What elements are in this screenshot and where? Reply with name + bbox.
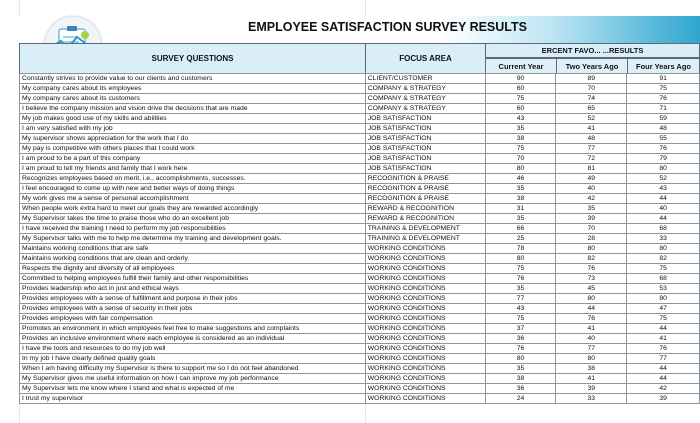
question-cell[interactable]: Promotes an environment in which employees feel free to make suggestions and complaints: [20, 324, 366, 334]
table-row[interactable]: [20, 354, 700, 364]
current-year-cell[interactable]: 38: [485, 194, 556, 204]
table-row[interactable]: [20, 94, 700, 104]
focus-area-cell[interactable]: WORKING CONDITIONS: [365, 394, 485, 404]
focus-area-cell[interactable]: JOB SATISFACTION: [365, 154, 485, 164]
focus-area-cell[interactable]: RECOGNITION & PRAISE: [365, 174, 485, 184]
four-years-ago-cell[interactable]: 71: [627, 104, 700, 114]
table-row[interactable]: [20, 294, 700, 304]
current-year-cell[interactable]: 60: [485, 84, 556, 94]
table-row[interactable]: [20, 364, 700, 374]
table-row[interactable]: [20, 74, 700, 84]
four-years-ago-cell[interactable]: 79: [627, 154, 700, 164]
current-year-cell[interactable]: 66: [485, 224, 556, 234]
two-years-ago-cell[interactable]: 39: [556, 214, 627, 224]
two-years-ago-cell[interactable]: 70: [556, 224, 627, 234]
two-years-ago-cell[interactable]: 70: [556, 84, 627, 94]
two-years-ago-cell[interactable]: 41: [556, 374, 627, 384]
two-years-ago-cell[interactable]: 72: [556, 154, 627, 164]
two-years-ago-cell[interactable]: 40: [556, 334, 627, 344]
question-cell[interactable]: My Supervisor takes the time to praise those who do an excellent job: [20, 214, 366, 224]
four-years-ago-cell[interactable]: 82: [627, 254, 700, 264]
current-year-cell[interactable]: 80: [485, 254, 556, 264]
question-cell[interactable]: My Supervisor lets me know where I stand and what is expected of me: [20, 384, 366, 394]
two-years-ago-cell[interactable]: 80: [556, 294, 627, 304]
current-year-cell[interactable]: 43: [485, 304, 556, 314]
column-header-current-year[interactable]: Current Year: [485, 58, 557, 74]
two-years-ago-cell[interactable]: 45: [556, 284, 627, 294]
table-row[interactable]: [20, 314, 700, 324]
table-row[interactable]: [20, 164, 700, 174]
current-year-cell[interactable]: 37: [485, 324, 556, 334]
question-cell[interactable]: I have the tools and resources to do my job well: [20, 344, 366, 354]
question-cell[interactable]: I am proud to be a part of this company: [20, 154, 366, 164]
four-years-ago-cell[interactable]: 44: [627, 364, 700, 374]
table-row[interactable]: [20, 184, 700, 194]
current-year-cell[interactable]: 31: [485, 204, 556, 214]
two-years-ago-cell[interactable]: 41: [556, 324, 627, 334]
column-header-four-years[interactable]: Four Years Ago: [627, 58, 700, 74]
question-cell[interactable]: Maintains working conditions that are safe: [20, 244, 366, 254]
focus-area-cell[interactable]: WORKING CONDITIONS: [365, 374, 485, 384]
four-years-ago-cell[interactable]: 44: [627, 214, 700, 224]
table-row[interactable]: [20, 324, 700, 334]
four-years-ago-cell[interactable]: 80: [627, 164, 700, 174]
current-year-cell[interactable]: 80: [485, 164, 556, 174]
four-years-ago-cell[interactable]: 52: [627, 174, 700, 184]
column-header-focus-area[interactable]: FOCUS AREA: [365, 43, 486, 74]
current-year-cell[interactable]: 70: [485, 154, 556, 164]
two-years-ago-cell[interactable]: 77: [556, 144, 627, 154]
question-cell[interactable]: My Supervisor gives me useful information on how I can improve my job performance: [20, 374, 366, 384]
focus-area-cell[interactable]: RECOGNITION & PRAISE: [365, 194, 485, 204]
question-cell[interactable]: Respects the dignity and diversity of all employees: [20, 264, 366, 274]
two-years-ago-cell[interactable]: 42: [556, 194, 627, 204]
question-cell[interactable]: Committed to helping employees fulfill their family and other responsibilities: [20, 274, 366, 284]
two-years-ago-cell[interactable]: 33: [556, 394, 627, 404]
four-years-ago-cell[interactable]: 76: [627, 94, 700, 104]
question-cell[interactable]: Provides leadership who act in just and ethical ways: [20, 284, 366, 294]
table-row[interactable]: [20, 384, 700, 394]
four-years-ago-cell[interactable]: 47: [627, 304, 700, 314]
column-header-questions[interactable]: SURVEY QUESTIONS: [19, 43, 366, 74]
focus-area-cell[interactable]: REWARD & RECOGNITION: [365, 204, 485, 214]
four-years-ago-cell[interactable]: 44: [627, 374, 700, 384]
four-years-ago-cell[interactable]: 41: [627, 334, 700, 344]
focus-area-cell[interactable]: WORKING CONDITIONS: [365, 254, 485, 264]
two-years-ago-cell[interactable]: 76: [556, 264, 627, 274]
focus-area-cell[interactable]: COMPANY & STRATEGY: [365, 84, 485, 94]
current-year-cell[interactable]: 76: [485, 274, 556, 284]
four-years-ago-cell[interactable]: 76: [627, 344, 700, 354]
focus-area-cell[interactable]: WORKING CONDITIONS: [365, 284, 485, 294]
table-row[interactable]: [20, 334, 700, 344]
table-row[interactable]: [20, 84, 700, 94]
current-year-cell[interactable]: 77: [485, 294, 556, 304]
current-year-cell[interactable]: 75: [485, 144, 556, 154]
focus-area-cell[interactable]: WORKING CONDITIONS: [365, 244, 485, 254]
focus-area-cell[interactable]: JOB SATISFACTION: [365, 144, 485, 154]
four-years-ago-cell[interactable]: 44: [627, 324, 700, 334]
focus-area-cell[interactable]: TRAINING & DEVELOPMENT: [365, 234, 485, 244]
current-year-cell[interactable]: 38: [485, 374, 556, 384]
current-year-cell[interactable]: 24: [485, 394, 556, 404]
two-years-ago-cell[interactable]: 89: [556, 74, 627, 84]
focus-area-cell[interactable]: WORKING CONDITIONS: [365, 264, 485, 274]
question-cell[interactable]: I am proud to tell my friends and family that I work here: [20, 164, 366, 174]
four-years-ago-cell[interactable]: 39: [627, 394, 700, 404]
focus-area-cell[interactable]: JOB SATISFACTION: [365, 134, 485, 144]
table-row[interactable]: [20, 244, 700, 254]
focus-area-cell[interactable]: WORKING CONDITIONS: [365, 304, 485, 314]
four-years-ago-cell[interactable]: 42: [627, 384, 700, 394]
table-row[interactable]: [20, 274, 700, 284]
question-cell[interactable]: I believe the company mission and vision drive the decisions that are made: [20, 104, 366, 114]
four-years-ago-cell[interactable]: 43: [627, 184, 700, 194]
current-year-cell[interactable]: 46: [485, 174, 556, 184]
focus-area-cell[interactable]: CLIENT/CUSTOMER: [365, 74, 485, 84]
two-years-ago-cell[interactable]: 41: [556, 124, 627, 134]
current-year-cell[interactable]: 35: [485, 124, 556, 134]
focus-area-cell[interactable]: JOB SATISFACTION: [365, 114, 485, 124]
table-row[interactable]: [20, 234, 700, 244]
question-cell[interactable]: When people work extra hard to meet our goals they are rewarded accordingly: [20, 204, 366, 214]
four-years-ago-cell[interactable]: 68: [627, 274, 700, 284]
four-years-ago-cell[interactable]: 91: [627, 74, 700, 84]
four-years-ago-cell[interactable]: 75: [627, 264, 700, 274]
question-cell[interactable]: When I am having difficulty my Supervisor is there to support me so I do not feel abandoned: [20, 364, 366, 374]
two-years-ago-cell[interactable]: 38: [556, 364, 627, 374]
focus-area-cell[interactable]: WORKING CONDITIONS: [365, 364, 485, 374]
two-years-ago-cell[interactable]: 28: [556, 234, 627, 244]
table-row[interactable]: [20, 144, 700, 154]
question-cell[interactable]: Provides employees with a sense of security in their jobs: [20, 304, 366, 314]
two-years-ago-cell[interactable]: 48: [556, 134, 627, 144]
current-year-cell[interactable]: 38: [485, 134, 556, 144]
question-cell[interactable]: My Supervisor talks with me to help me determine my training and development goals.: [20, 234, 366, 244]
table-row[interactable]: [20, 394, 700, 404]
focus-area-cell[interactable]: WORKING CONDITIONS: [365, 314, 485, 324]
question-cell[interactable]: Maintains working conditions that are clean and orderly: [20, 254, 366, 264]
focus-area-cell[interactable]: JOB SATISFACTION: [365, 124, 485, 134]
focus-area-cell[interactable]: WORKING CONDITIONS: [365, 274, 485, 284]
two-years-ago-cell[interactable]: 39: [556, 384, 627, 394]
focus-area-cell[interactable]: REWARD & RECOGNITION: [365, 214, 485, 224]
two-years-ago-cell[interactable]: 49: [556, 174, 627, 184]
four-years-ago-cell[interactable]: 76: [627, 144, 700, 154]
two-years-ago-cell[interactable]: 74: [556, 94, 627, 104]
question-cell[interactable]: My work gives me a sense of personal accomplishment: [20, 194, 366, 204]
question-cell[interactable]: I am very satisfied with my job: [20, 124, 366, 134]
table-row[interactable]: [20, 194, 700, 204]
two-years-ago-cell[interactable]: 52: [556, 114, 627, 124]
focus-area-cell[interactable]: WORKING CONDITIONS: [365, 324, 485, 334]
two-years-ago-cell[interactable]: 81: [556, 164, 627, 174]
current-year-cell[interactable]: 75: [485, 314, 556, 324]
four-years-ago-cell[interactable]: 75: [627, 314, 700, 324]
current-year-cell[interactable]: 80: [485, 354, 556, 364]
question-cell[interactable]: Provides an inclusive environment where each employee is considered as an individual: [20, 334, 366, 344]
table-row[interactable]: [20, 224, 700, 234]
question-cell[interactable]: My supervisor shows appreciation for the work that I do: [20, 134, 366, 144]
two-years-ago-cell[interactable]: 35: [556, 204, 627, 214]
two-years-ago-cell[interactable]: 77: [556, 344, 627, 354]
table-row[interactable]: [20, 214, 700, 224]
four-years-ago-cell[interactable]: 59: [627, 114, 700, 124]
current-year-cell[interactable]: 36: [485, 334, 556, 344]
question-cell[interactable]: Provides employees with a sense of fulfillment and purpose in their jobs: [20, 294, 366, 304]
current-year-cell[interactable]: 60: [485, 104, 556, 114]
current-year-cell[interactable]: 90: [485, 74, 556, 84]
current-year-cell[interactable]: 35: [485, 284, 556, 294]
question-cell[interactable]: My company cares about its employees: [20, 84, 366, 94]
table-row[interactable]: [20, 104, 700, 114]
focus-area-cell[interactable]: WORKING CONDITIONS: [365, 384, 485, 394]
two-years-ago-cell[interactable]: 65: [556, 104, 627, 114]
question-cell[interactable]: Constantly strives to provide value to our clients and customers: [20, 74, 366, 84]
two-years-ago-cell[interactable]: 76: [556, 314, 627, 324]
current-year-cell[interactable]: 43: [485, 114, 556, 124]
table-row[interactable]: [20, 114, 700, 124]
current-year-cell[interactable]: 35: [485, 214, 556, 224]
question-cell[interactable]: My job makes good use of my skills and abilities: [20, 114, 366, 124]
table-row[interactable]: [20, 304, 700, 314]
question-cell[interactable]: I have received the training I need to perform my job responsibilities: [20, 224, 366, 234]
focus-area-cell[interactable]: JOB SATISFACTION: [365, 164, 485, 174]
column-header-two-years[interactable]: Two Years Ago: [556, 58, 628, 74]
four-years-ago-cell[interactable]: 53: [627, 284, 700, 294]
focus-area-cell[interactable]: TRAINING & DEVELOPMENT: [365, 224, 485, 234]
four-years-ago-cell[interactable]: 77: [627, 354, 700, 364]
two-years-ago-cell[interactable]: 80: [556, 354, 627, 364]
focus-area-cell[interactable]: COMPANY & STRATEGY: [365, 94, 485, 104]
survey-results-table: [19, 73, 700, 404]
two-years-ago-cell[interactable]: 80: [556, 244, 627, 254]
column-group-header: ERCENT FAVO... ...RESULTS: [485, 43, 700, 58]
focus-area-cell[interactable]: WORKING CONDITIONS: [365, 294, 485, 304]
current-year-cell[interactable]: 75: [485, 94, 556, 104]
question-cell[interactable]: I trust my supervisor: [20, 394, 366, 404]
table-row[interactable]: [20, 374, 700, 384]
current-year-cell[interactable]: 78: [485, 244, 556, 254]
four-years-ago-cell[interactable]: 44: [627, 194, 700, 204]
question-cell[interactable]: My pay is competitive with others places that I could work: [20, 144, 366, 154]
table-row[interactable]: [20, 124, 700, 134]
table-row[interactable]: [20, 254, 700, 264]
current-year-cell[interactable]: 35: [485, 184, 556, 194]
table-row[interactable]: [20, 344, 700, 354]
four-years-ago-cell[interactable]: 80: [627, 244, 700, 254]
two-years-ago-cell[interactable]: 82: [556, 254, 627, 264]
table-row[interactable]: [20, 134, 700, 144]
four-years-ago-cell[interactable]: 55: [627, 134, 700, 144]
focus-area-cell[interactable]: WORKING CONDITIONS: [365, 334, 485, 344]
focus-area-cell[interactable]: RECOGNITION & PRAISE: [365, 184, 485, 194]
current-year-cell[interactable]: 76: [485, 344, 556, 354]
page-title: EMPLOYEE SATISFACTION SURVEY RESULTS: [248, 20, 527, 34]
current-year-cell[interactable]: 25: [485, 234, 556, 244]
focus-area-cell[interactable]: WORKING CONDITIONS: [365, 354, 485, 364]
current-year-cell[interactable]: 36: [485, 384, 556, 394]
table-row[interactable]: [20, 264, 700, 274]
four-years-ago-cell[interactable]: 75: [627, 84, 700, 94]
two-years-ago-cell[interactable]: 73: [556, 274, 627, 284]
four-years-ago-cell[interactable]: 48: [627, 124, 700, 134]
question-cell[interactable]: My company cares about its customers: [20, 94, 366, 104]
four-years-ago-cell[interactable]: 80: [627, 294, 700, 304]
table-row[interactable]: [20, 204, 700, 214]
question-cell[interactable]: I feel encouraged to come up with new and better ways of doing things: [20, 184, 366, 194]
four-years-ago-cell[interactable]: 40: [627, 204, 700, 214]
current-year-cell[interactable]: 35: [485, 364, 556, 374]
table-row[interactable]: [20, 154, 700, 164]
table-row[interactable]: [20, 174, 700, 184]
four-years-ago-cell[interactable]: 68: [627, 224, 700, 234]
table-row[interactable]: [20, 284, 700, 294]
focus-area-cell[interactable]: COMPANY & STRATEGY: [365, 104, 485, 114]
question-cell[interactable]: Recognizes employees based on merit, i.e., accomplishments, successes.: [20, 174, 366, 184]
four-years-ago-cell[interactable]: 33: [627, 234, 700, 244]
focus-area-cell[interactable]: WORKING CONDITIONS: [365, 344, 485, 354]
two-years-ago-cell[interactable]: 40: [556, 184, 627, 194]
question-cell[interactable]: In my job I have clearly defined quality goals: [20, 354, 366, 364]
two-years-ago-cell[interactable]: 44: [556, 304, 627, 314]
question-cell[interactable]: Provides employees with fair compensation: [20, 314, 366, 324]
current-year-cell[interactable]: 75: [485, 264, 556, 274]
